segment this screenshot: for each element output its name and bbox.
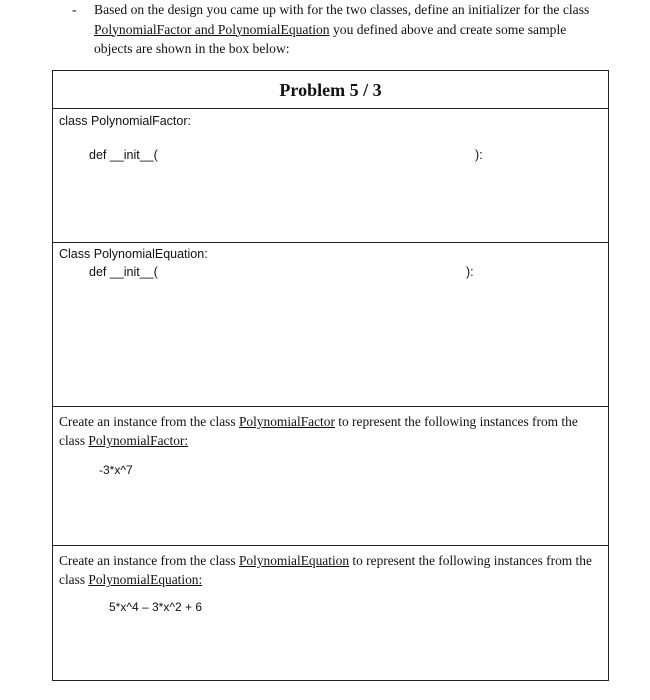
bullet-dash: -: [72, 2, 77, 17]
equation-class-ref: PolynomialEquation: [238, 553, 350, 568]
equation-instance-section: [53, 546, 608, 681]
equation-def-close: ):: [466, 265, 474, 279]
factor-instance-text-part1: Create an instance from the class: [59, 414, 239, 429]
equation-instance-text: [59, 551, 599, 589]
intro-text-part3: you defined above and create some sample objects are shown in the box below:: [94, 21, 567, 56]
problem-title-row: [53, 71, 608, 109]
problem-title: Problem 5 / 3: [279, 80, 382, 100]
equation-class-line: Class PolynomialEquation:: [59, 247, 208, 261]
equation-class-ref-2: PolynomialEquation:: [88, 572, 203, 587]
factor-class-ref: PolynomialFactor: [238, 414, 335, 429]
factor-instance-section: [53, 407, 608, 546]
factor-class-section: [53, 109, 608, 243]
equation-expression: 5*x^4 – 3*x^2 + 6: [109, 600, 202, 614]
factor-class-ref-2: PolynomialFactor:: [88, 433, 189, 448]
factor-class-line: class PolynomialFactor:: [59, 114, 191, 128]
factor-expression: -3*x^7: [99, 463, 133, 477]
equation-instance-text-part2: to represent the following instances from the class: [59, 553, 592, 587]
intro-class-names: PolynomialFactor and PolynomialEquation: [94, 21, 330, 37]
equation-def-line: def __init__(: [89, 265, 158, 279]
factor-def-line: def __init__(: [89, 148, 158, 162]
equation-instance-text-part1: Create an instance from the class: [59, 553, 239, 568]
factor-def-close: ):: [475, 148, 483, 162]
factor-instance-text-part2: to represent the following instances from the class: [59, 414, 578, 448]
intro-text-part1: Based on the design you came up with for the two classes, define an initializer for the class: [94, 2, 590, 17]
intro-text: [94, 0, 594, 59]
equation-class-section: [53, 243, 608, 407]
factor-instance-text: [59, 412, 599, 450]
problem-box: [52, 70, 609, 681]
